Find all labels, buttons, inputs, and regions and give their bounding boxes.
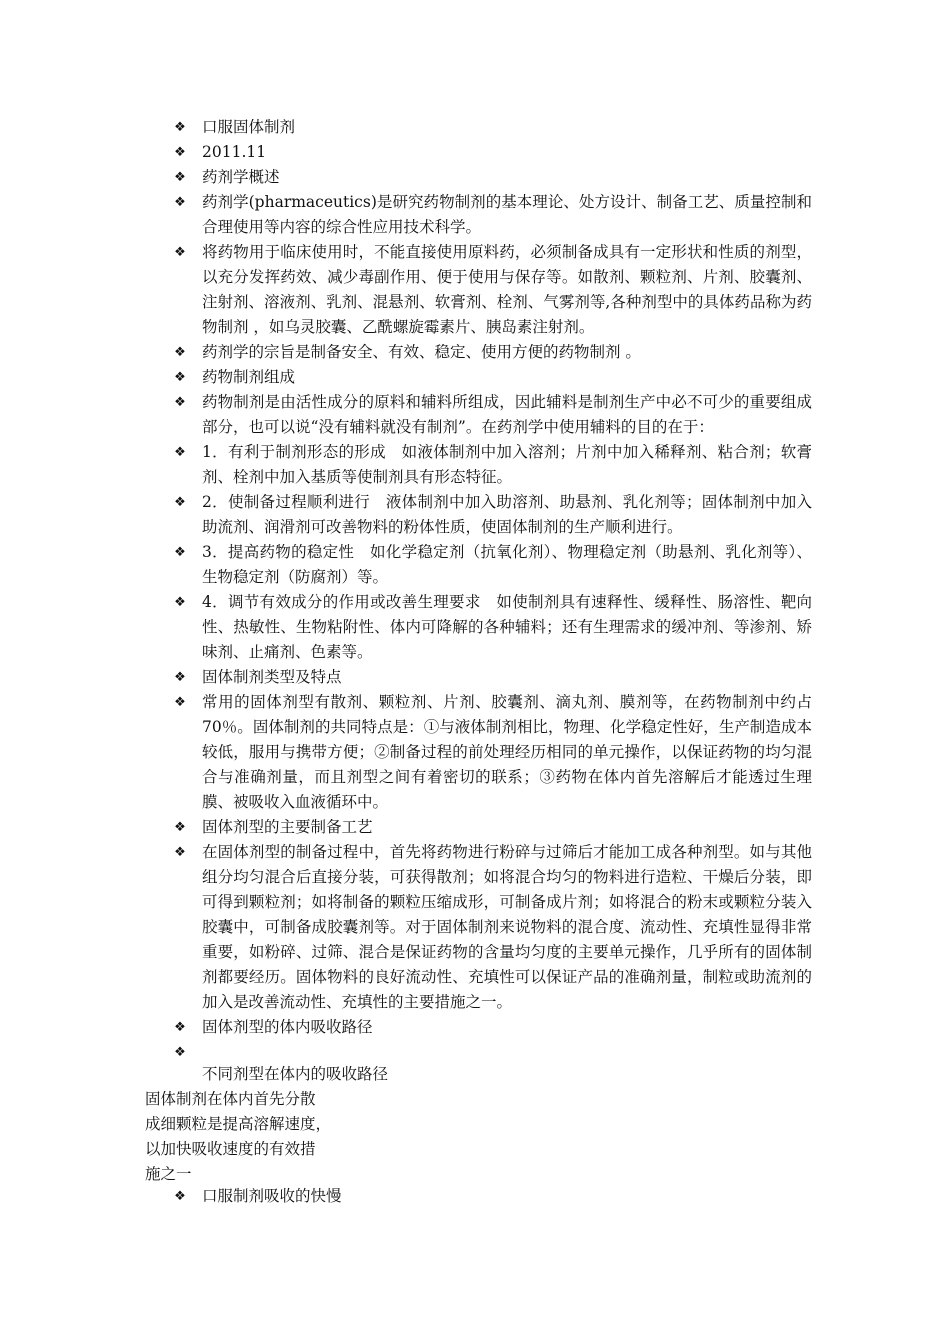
figure-caption: 不同剂型在体内的吸收路径 (202, 1065, 389, 1083)
diamond-bullet-icon: ❖ (174, 1020, 186, 1035)
list-item (172, 240, 812, 340)
list-item-text: 在固体剂型的制备过程中，首先将药物进行粉碎与过筛后才能加工成各种剂型。如与其他组分均匀混合后直接分装，可获得散剂；如将混合均匀的物料进行造粒、干燥后分装，即可得到颗粒剂；如将制备的颗粒压缩成形，可制备成片剂；如将混合的粉末或颗粒分装入胶囊中，可制备成胶囊剂等。对于固体制剂来说物料的混合度、流动性、充填性显得非常重要，如粉碎、过筛、混合是保证药物的含量均匀度的主要单元操作，几乎所有的固体制剂都要经历。固体物料的良好流动性、充填性可以保证产品的准确剂量，制粒或助流剂的加入是改善流动性、充填性的主要措施之一。 (202, 843, 812, 1011)
list-item-text: 2．使制备过程顺利进行 液体制剂中加入助溶剂、助悬剂、乳化剂等；固体制剂中加入助流剂、润滑剂可改善物料的粉体性质，使固体制剂的生产顺利进行。 (202, 493, 812, 536)
list-item-text: 药剂学(pharmaceutics)是研究药物制剂的基本理论、处方设计、制备工艺、质量控制和合理使用等内容的综合性应用技术科学。 (202, 193, 812, 236)
diamond-bullet-icon: ❖ (174, 545, 186, 560)
diamond-bullet-icon: ❖ (174, 595, 186, 610)
diamond-bullet-icon: ❖ (174, 495, 186, 510)
diamond-bullet-icon: ❖ (174, 670, 186, 685)
bullet-list (172, 115, 812, 1065)
list-item-text: 固体剂型的体内吸收路径 (202, 1018, 373, 1036)
diamond-bullet-icon: ❖ (174, 1189, 186, 1204)
list-item-text: 将药物用于临床使用时，不能直接使用原料药，必须制备成具有一定形状和性质的剂型，以充分发挥药效、减少毒副作用、便于使用与保存等。如散剂、颗粒剂、片剂、胶囊剂、注射剂、溶液剂、乳剂、混悬剂、软膏剂、栓剂、气雾剂等,各种剂型中的具体药品称为药物制剂 ，如乌灵胶囊、乙酰螺旋霉素片、胰岛素注射剂。 (202, 243, 812, 336)
list-item-text: 药剂学的宗旨是制备安全、有效、稳定、使用方便的药物制剂 。 (202, 343, 641, 361)
list-item (172, 540, 812, 590)
list-item (172, 840, 812, 1015)
diamond-bullet-icon: ❖ (174, 145, 186, 160)
side-note (145, 1087, 331, 1187)
list-item-text: 常用的固体剂型有散剂、颗粒剂、片剂、胶囊剂、滴丸剂、膜剂等，在药物制剂中约占 70％。固体制剂的共同特点是：①与液体制剂相比，物理、化学稳定性好，生产制造成本较低，服用与携带方便；②制备过程的前处理经历相同的单元操作，以保证药物的均匀混合与准确剂量，而且剂型之间有着密切的联系；③药物在体内首先溶解后才能透过生理膜、被吸收入血液循环中。 (202, 693, 812, 811)
diamond-bullet-icon: ❖ (174, 1045, 186, 1060)
list-item (172, 690, 812, 815)
list-item (172, 340, 812, 365)
side-note-line: 固体制剂在体内首先分散 (145, 1090, 316, 1108)
diamond-bullet-icon: ❖ (174, 170, 186, 185)
diamond-bullet-icon: ❖ (174, 245, 186, 260)
list-item-text: 固体剂型的主要制备工艺 (202, 818, 373, 836)
diamond-bullet-icon: ❖ (174, 370, 186, 385)
list-item (172, 115, 812, 140)
list-item-text: 固体制剂类型及特点 (202, 668, 342, 686)
list-item (172, 490, 812, 540)
list-item-text: 口服制剂吸收的快慢 (202, 1187, 342, 1205)
diamond-bullet-icon: ❖ (174, 445, 186, 460)
list-item-text: 药剂学概述 (202, 168, 280, 186)
list-item (172, 365, 812, 390)
list-item-text: 4．调节有效成分的作用或改善生理要求 如使制剂具有速释性、缓释性、肠溶性、靶向性、热敏性、生物粘附性、体内可降解的各种辅料；还有生理需求的缓冲剂、等渗剂、矫味剂、止痛剂、色素等。 (202, 593, 812, 661)
side-note-line: 成细颗粒是提高溶解速度， (145, 1115, 332, 1133)
bullet-list-continued (172, 1184, 812, 1209)
list-item (172, 1015, 812, 1040)
list-item-text: 口服固体制剂 (202, 118, 296, 136)
diamond-bullet-icon: ❖ (174, 820, 186, 835)
diamond-bullet-icon: ❖ (174, 695, 186, 710)
list-item-text: 药物制剂是由活性成分的原料和辅料所组成，因此辅料是制剂生产中必不可少的重要组成部分，也可以说“没有辅料就没有制剂”。在药剂学中使用辅料的目的在于： (202, 393, 812, 436)
list-item (172, 165, 812, 190)
list-item-text: 药物制剂组成 (202, 368, 296, 386)
side-note-line: 施之一 (145, 1165, 192, 1183)
list-item (172, 440, 812, 490)
diamond-bullet-icon: ❖ (174, 395, 186, 410)
list-item (172, 590, 812, 665)
list-item (172, 815, 812, 840)
diamond-bullet-icon: ❖ (174, 345, 186, 360)
list-item-text: 2011.11 (202, 143, 267, 161)
list-item (172, 190, 812, 240)
list-item (172, 140, 812, 165)
list-item-text: 3．提高药物的稳定性 如化学稳定剂（抗氧化剂）、物理稳定剂（助悬剂、乳化剂等）、生物稳定剂（防腐剂）等。 (202, 543, 812, 586)
list-item-text: 1．有利于制剂形态的形成 如液体制剂中加入溶剂；片剂中加入稀释剂、粘合剂；软膏剂、栓剂中加入基质等使制剂具有形态特征。 (202, 443, 812, 486)
list-item (172, 665, 812, 690)
diamond-bullet-icon: ❖ (174, 120, 186, 135)
diamond-bullet-icon: ❖ (174, 845, 186, 860)
list-item (172, 390, 812, 440)
diamond-bullet-icon: ❖ (174, 195, 186, 210)
list-item (172, 1184, 812, 1209)
side-note-line: 以加快吸收速度的有效措 (145, 1140, 316, 1158)
